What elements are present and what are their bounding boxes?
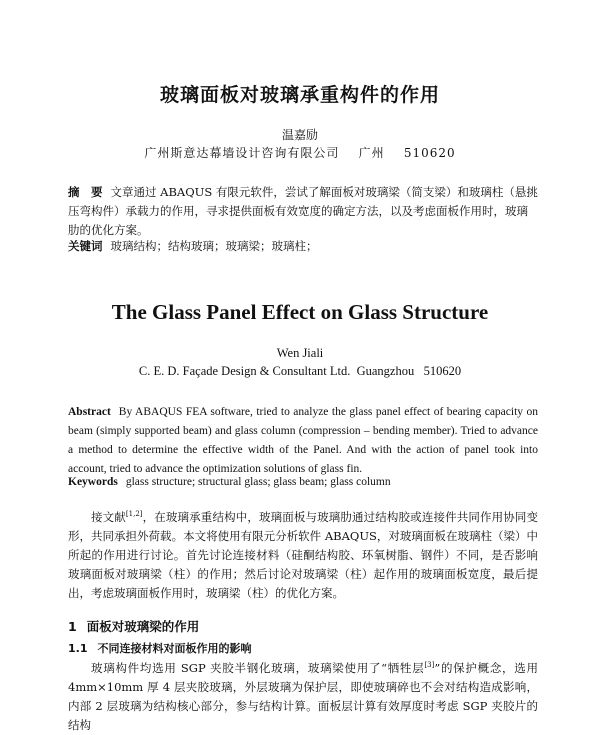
- abstract-en: [68, 403, 538, 479]
- abstract-cn: [68, 183, 538, 240]
- keywords-text-en: glass structure; structural glass; glass beam; glass column: [125, 476, 391, 488]
- abstract-label-cn: 摘 要: [68, 185, 103, 199]
- keywords-en: [68, 474, 538, 490]
- abstract-label-en: Abstract: [68, 406, 111, 418]
- section-1-title: 面板对玻璃梁的作用: [86, 619, 200, 634]
- title-cn: 玻璃面板对玻璃承重构件的作用: [159, 84, 440, 106]
- author-en: Wen Jiali: [276, 346, 324, 360]
- keywords-cn: [68, 237, 538, 256]
- body-text: ”的保护概念，选用 4mm×10mm 厚 4 层夹胶玻璃，外层玻璃为保护层，即使玻璃碎也不会对结构造成影响，内部 2 层玻璃为结构核心部分，参与结构计算。面板层计算有效厚度时考虑 SGP 夹胶片的结构: [68, 660, 538, 732]
- keywords-text-cn: 玻璃结构；结构玻璃；玻璃梁；玻璃柱；: [110, 239, 318, 253]
- abstract-text-en: By ABAQUS FEA software, tried to analyze the glass panel effect of bearing capacity on beam (simply supported beam) and glass column (compression – bending member). Tried to advance a method to determine the effective width of the Panel. And with the action of panel took into account, tried to advance the optimization solutions of glass fin.: [68, 406, 538, 475]
- title-en: The Glass Panel Effect on Glass Structure: [111, 300, 489, 324]
- intro-citation: [1,2]: [125, 510, 143, 518]
- author-cn: 温嘉励: [281, 128, 318, 142]
- section-1-1-title: 不同连接材料对面板作用的影响: [97, 642, 252, 655]
- intro-lead: 接文献: [91, 509, 126, 524]
- affiliation-cn: 广州斯意达幕墙设计咨询有限公司 广州 510620: [144, 146, 456, 160]
- section-1-1-number: 1.1: [68, 642, 88, 655]
- intro-paragraph: [68, 505, 538, 603]
- affiliation-en: C. E. D. Façade Design & Consultant Ltd. Guangzhou 510620: [138, 364, 462, 378]
- section-1-heading: [68, 617, 538, 635]
- section-1-number: 1: [68, 619, 77, 634]
- intro-text: ，在玻璃承重结构中，玻璃面板与玻璃肋通过结构胶或连接件共同作用协同变形，共同承担外荷载。本文将使用有限元分析软件 ABAQUS，对玻璃面板在玻璃柱（梁）中所起的作用进行讨论。首先讨论连接材料（硅酮结构胶、环氧树脂、钢件）不同，是否影响玻璃面板对玻璃梁（柱）的作用；然后讨论对玻璃梁（柱）起作用的玻璃面板宽度，最后提出，考虑玻璃面板作用时，玻璃梁（柱）的优化方案。: [68, 509, 539, 600]
- section-1-1-paragraph: [68, 656, 538, 735]
- keywords-label-cn: 关键词: [68, 239, 103, 253]
- body-citation: [3]: [424, 661, 435, 669]
- abstract-text-cn: 文章通过 ABAQUS 有限元软件，尝试了解面板对玻璃梁（简支梁）和玻璃柱（悬挑压弯构件）承载力的作用，寻求提供面板有效宽度的确定方法，以及考虑面板作用时，玻璃肋的优化方案。: [68, 185, 538, 237]
- keywords-label-en: Keywords: [68, 476, 118, 488]
- section-1-1-heading: [68, 640, 538, 656]
- body-lead: 玻璃构件均选用 SGP 夹胶半钢化玻璃，玻璃梁使用了“牺牲层: [91, 660, 425, 675]
